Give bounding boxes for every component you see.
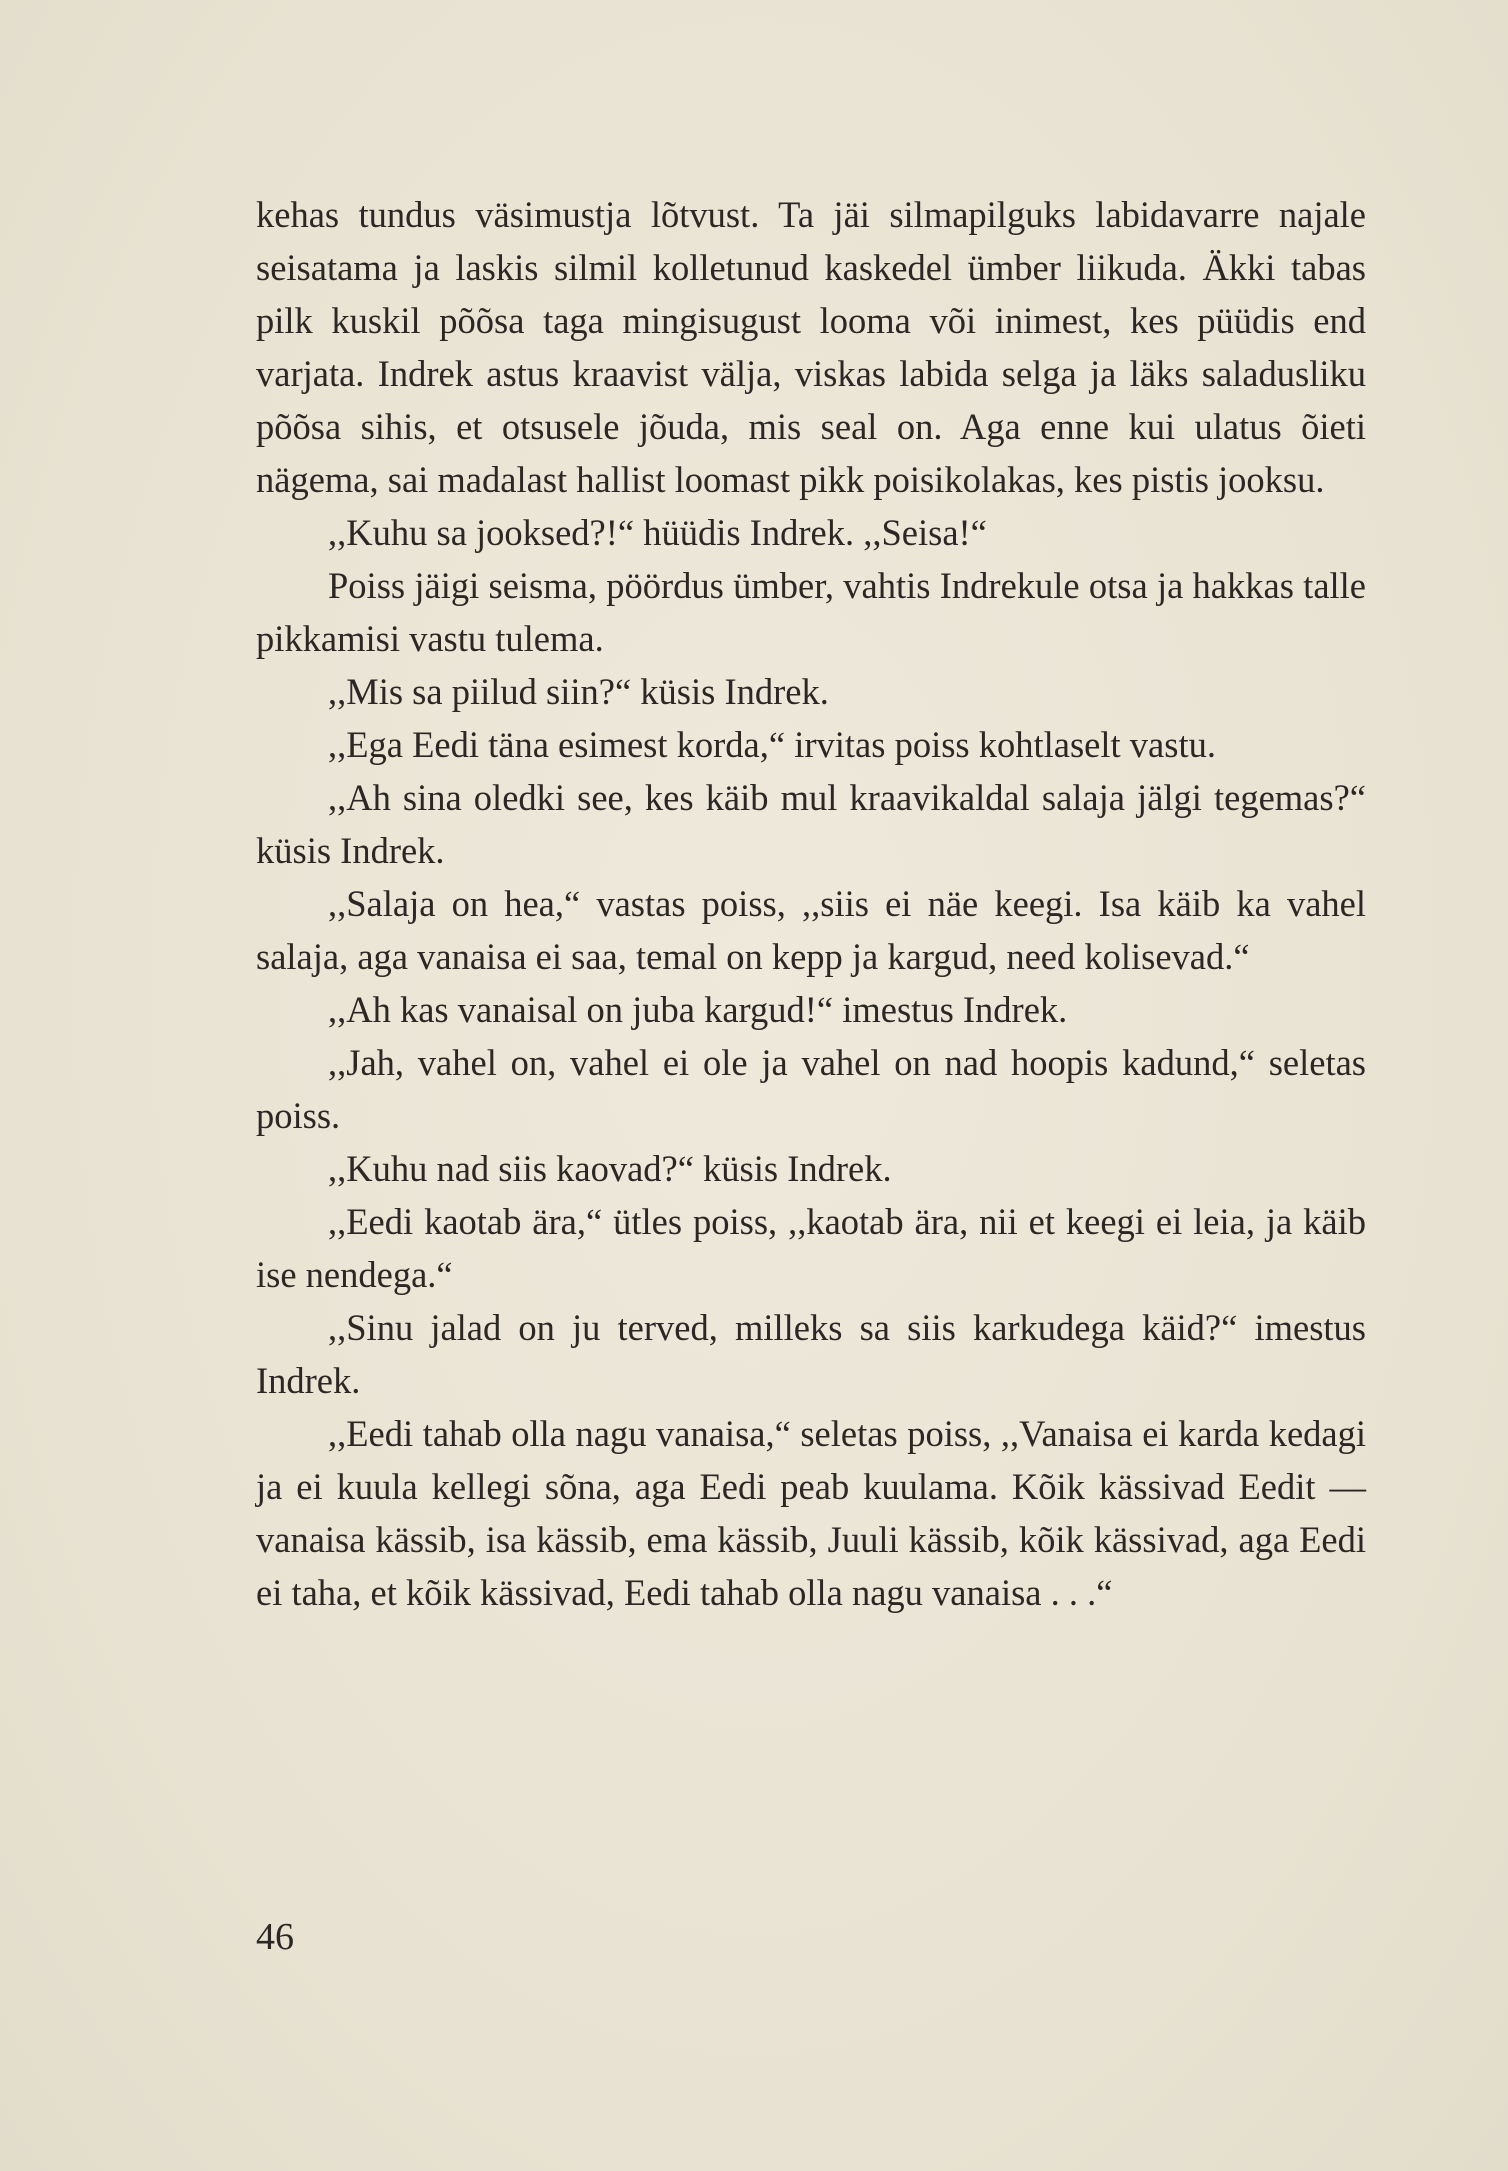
paragraph: ,,Kuhu nad siis kaovad?“ küsis Indrek. <box>328 1148 892 1189</box>
paragraph: ,,Jah, vahel on, vahel ei ole ja vahel on nad hoopis kadund,“ seletas poiss. <box>256 1042 1366 1136</box>
paragraph: ,,Ah sina oledki see, kes käib mul kraavikaldal salaja jälgi tegemas?“ küsis Indrek. <box>256 777 1366 871</box>
paragraph: kehas tundus väsimustja lõtvust. Ta jäi silmapilguks labidavarre najale seisatama ja laskis silmil kolletunud kaskedel ümber liikuda. Äkki tabas pilk kuskil põõsa taga mingisugust looma või inimest, kes püüdis end varjata. Indrek astus kraavist välja, viskas labida selga ja läks saladusliku põõsa sihis, et otsusele jõuda, mis seal on. Aga enne kui ulatus õieti nägema, sai madalast hallist loomast pikk poisikolakas, kes pistis jooksu. <box>256 194 1366 500</box>
paragraph: ,,Ega Eedi täna esimest korda,“ irvitas poiss kohtlaselt vastu. <box>328 724 1216 765</box>
paragraph: ,,Sinu jalad on ju terved, milleks sa siis karkudega käid?“ imestus Indrek. <box>256 1307 1366 1401</box>
paragraph: ,,Kuhu sa jooksed?!“ hüüdis Indrek. ,,Seisa!“ <box>328 512 987 553</box>
page-text <box>256 188 1366 1619</box>
paragraph: ,,Mis sa piilud siin?“ küsis Indrek. <box>328 671 829 712</box>
paragraph: Poiss jäigi seisma, pöördus ümber, vahtis Indrekule otsa ja hakkas talle pikkamisi vastu tulema. <box>256 565 1366 659</box>
paragraph: ,,Eedi tahab olla nagu vanaisa,“ seletas poiss, ,,Vanaisa ei karda kedagi ja ei kuula kellegi sõna, aga Eedi peab kuulama. Kõik kässivad Eedit — vanaisa kässib, isa kässib, ema kässib, Juuli kässib, kõik kässivad, aga Eedi ei taha, et kõik kässivad, Eedi tahab olla nagu vanaisa . . .“ <box>256 1413 1366 1613</box>
page-number: 46 <box>256 1916 294 1958</box>
paragraph: ,,Salaja on hea,“ vastas poiss, ,,siis ei näe keegi. Isa käib ka vahel salaja, aga vanaisa ei saa, temal on kepp ja kargud, need kolisevad.“ <box>256 883 1366 977</box>
paragraph: ,,Eedi kaotab ära,“ ütles poiss, ,,kaotab ära, nii et keegi ei leia, ja käib ise nendega.“ <box>256 1201 1366 1295</box>
paragraph: ,,Ah kas vanaisal on juba kargud!“ imestus Indrek. <box>328 989 1068 1030</box>
